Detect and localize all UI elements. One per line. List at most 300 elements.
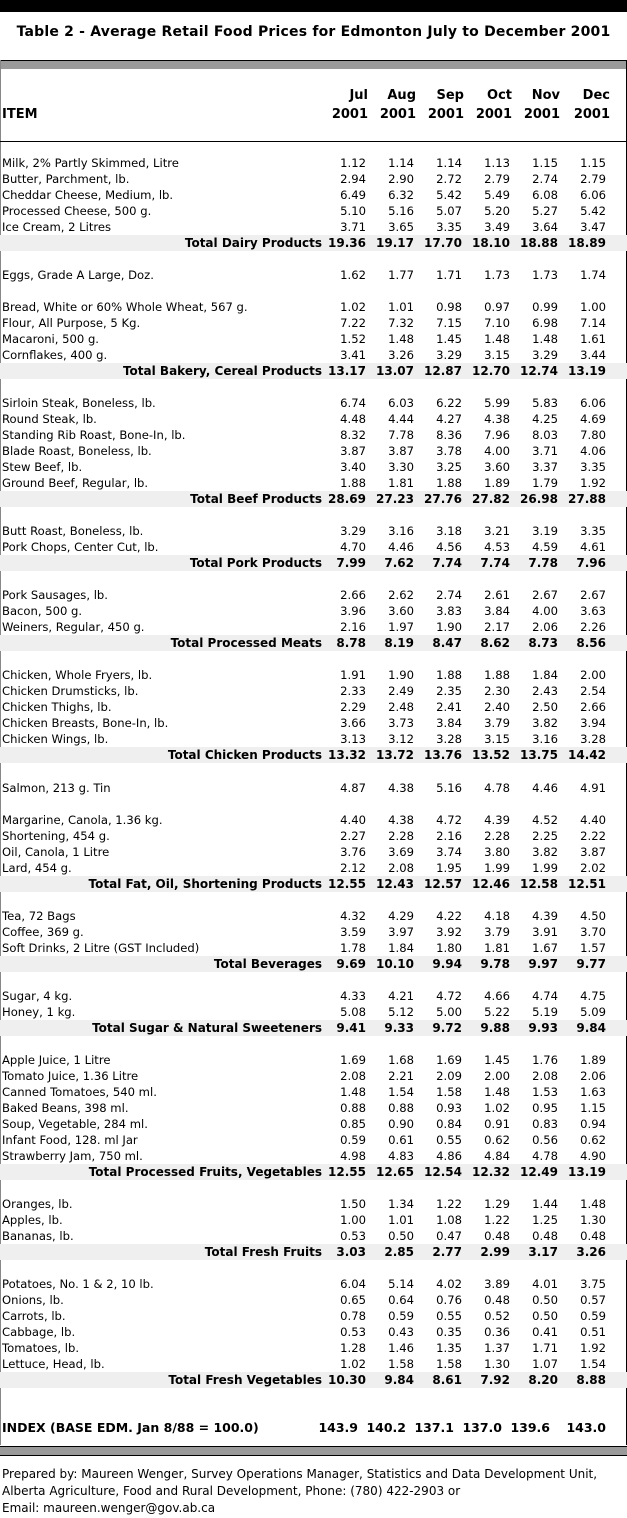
subtotal-row	[0, 363, 627, 379]
item-label: Round Steak, lb.	[2, 412, 97, 426]
price-cell: 3.28	[580, 732, 606, 746]
table-row	[0, 1292, 627, 1308]
price-cell: 1.15	[532, 156, 558, 170]
index-value: 140.2	[366, 1420, 406, 1435]
price-cell: 0.48	[532, 1229, 558, 1243]
item-label: Carrots, lb.	[2, 1309, 66, 1323]
price-cell: 0.64	[388, 1293, 414, 1307]
table-row	[0, 1212, 627, 1228]
price-cell: 12.87	[424, 364, 462, 378]
price-cell: 7.10	[484, 316, 510, 330]
price-cell: 7.96	[576, 556, 606, 570]
price-cell: 2.30	[484, 684, 510, 698]
price-cell: 3.29	[532, 348, 558, 362]
price-cell: 2.08	[340, 1069, 366, 1083]
table-row	[0, 988, 627, 1004]
price-cell: 3.96	[340, 604, 366, 618]
price-cell: 3.91	[532, 925, 558, 939]
index-value: 137.1	[414, 1420, 454, 1435]
price-cell: 3.29	[436, 348, 462, 362]
price-cell: 4.18	[484, 909, 510, 923]
price-cell: 3.65	[388, 220, 414, 234]
price-cell: 2.33	[340, 684, 366, 698]
price-cell: 3.13	[340, 732, 366, 746]
table-row	[0, 812, 627, 828]
price-cell: 4.52	[532, 813, 558, 827]
table-row	[0, 427, 627, 443]
price-cell: 1.01	[388, 1213, 414, 1227]
price-cell: 3.15	[484, 348, 510, 362]
price-cell: 0.50	[388, 1229, 414, 1243]
price-cell: 1.81	[388, 476, 414, 490]
price-cell: 0.55	[436, 1309, 462, 1323]
price-cell: 1.95	[436, 861, 462, 875]
price-cell: 4.72	[436, 813, 462, 827]
item-label: Potatoes, No. 1 & 2, 10 lb.	[2, 1277, 154, 1291]
price-cell: 4.69	[580, 412, 606, 426]
price-cell: 3.92	[436, 925, 462, 939]
price-cell: 5.19	[532, 1005, 558, 1019]
price-cell: 2.35	[436, 684, 462, 698]
price-cell: 0.91	[484, 1117, 510, 1131]
item-label: Canned Tomatoes, 540 ml.	[2, 1085, 157, 1099]
price-cell: 2.79	[580, 172, 606, 186]
subtotal-label: Total Fat, Oil, Shortening Products	[88, 877, 322, 891]
price-cell: 7.92	[480, 1373, 510, 1387]
item-label: Salmon, 213 g. Tin	[2, 781, 111, 795]
month-column-header	[416, 86, 464, 124]
index-value: 137.0	[462, 1420, 502, 1435]
price-cell: 3.79	[484, 716, 510, 730]
table-row	[0, 1356, 627, 1372]
price-cell: 1.15	[580, 156, 606, 170]
month-column-header	[562, 86, 610, 124]
subtotal-row	[0, 235, 627, 251]
price-cell: 2.74	[532, 172, 558, 186]
month-label: Nov	[531, 88, 560, 103]
price-cell: 3.19	[532, 524, 558, 538]
price-cell: 28.69	[328, 492, 366, 506]
price-cell: 2.72	[436, 172, 462, 186]
subtotal-label: Total Fresh Vegetables	[168, 1373, 322, 1387]
item-label: Soft Drinks, 2 Litre (GST Included)	[2, 941, 200, 955]
price-cell: 12.58	[520, 877, 558, 891]
price-cell: 8.20	[528, 1373, 558, 1387]
price-cell: 1.90	[388, 668, 414, 682]
price-cell: 2.41	[436, 700, 462, 714]
table-row	[0, 731, 627, 747]
table-row	[0, 940, 627, 956]
item-label: Pork Sausages, lb.	[2, 588, 108, 602]
price-cell: 6.22	[436, 396, 462, 410]
table-title: Table 2 - Average Retail Food Prices for Edmonton July to December 2001	[16, 24, 611, 40]
price-cell: 7.78	[388, 428, 414, 442]
item-label: Coffee, 369 g.	[2, 925, 84, 939]
price-cell: 8.61	[432, 1373, 462, 1387]
table-row	[0, 395, 627, 411]
table-row	[0, 1228, 627, 1244]
price-cell: 7.80	[580, 428, 606, 442]
price-cell: 1.48	[532, 332, 558, 346]
price-cell: 3.74	[436, 845, 462, 859]
price-cell: 0.88	[340, 1101, 366, 1115]
price-cell: 1.08	[436, 1213, 462, 1227]
subtotal-row	[0, 1372, 627, 1388]
price-cell: 3.87	[580, 845, 606, 859]
price-cell: 2.48	[388, 700, 414, 714]
price-cell: 2.94	[340, 172, 366, 186]
price-cell: 3.87	[388, 444, 414, 458]
price-cell: 3.30	[388, 460, 414, 474]
price-cell: 1.30	[580, 1213, 606, 1227]
table-row	[0, 683, 627, 699]
price-cell: 27.23	[376, 492, 414, 506]
item-label: Sugar, 4 kg.	[2, 989, 73, 1003]
price-cell: 3.63	[580, 604, 606, 618]
price-cell: 4.86	[436, 1149, 462, 1163]
price-cell: 4.72	[436, 989, 462, 1003]
price-cell: 3.21	[484, 524, 510, 538]
price-cell: 0.94	[580, 1117, 606, 1131]
price-cell: 2.06	[580, 1069, 606, 1083]
price-cell: 3.75	[580, 1277, 606, 1291]
item-label: Cornflakes, 400 g.	[2, 348, 108, 362]
price-cell: 7.96	[484, 428, 510, 442]
table-row	[0, 523, 627, 539]
table-row	[0, 1340, 627, 1356]
price-cell: 6.04	[340, 1277, 366, 1291]
table-row	[0, 1116, 627, 1132]
price-cell: 1.02	[484, 1101, 510, 1115]
price-cell: 2.09	[436, 1069, 462, 1083]
month-label: Jul	[349, 88, 368, 103]
price-cell: 3.64	[532, 220, 558, 234]
price-cell: 18.10	[472, 236, 510, 250]
price-cell: 26.98	[520, 492, 558, 506]
price-cell: 3.16	[532, 732, 558, 746]
table-row	[0, 908, 627, 924]
price-cell: 4.61	[580, 540, 606, 554]
item-label: Strawberry Jam, 750 ml.	[2, 1149, 143, 1163]
item-label: Apple Juice, 1 Litre	[2, 1053, 111, 1067]
price-cell: 1.81	[484, 941, 510, 955]
price-cell: 5.07	[436, 204, 462, 218]
price-cell: 13.19	[568, 1165, 606, 1179]
subtotal-label: Total Fresh Fruits	[204, 1245, 322, 1259]
price-cell: 5.00	[436, 1005, 462, 1019]
price-cell: 1.48	[484, 332, 510, 346]
item-label: Standing Rib Roast, Bone-In, lb.	[2, 428, 186, 442]
price-cell: 2.06	[532, 620, 558, 634]
table-row	[0, 187, 627, 203]
price-cell: 4.78	[484, 781, 510, 795]
price-cell: 13.17	[328, 364, 366, 378]
price-cell: 2.61	[484, 588, 510, 602]
price-cell: 3.37	[532, 460, 558, 474]
price-cell: 5.12	[388, 1005, 414, 1019]
price-cell: 0.78	[340, 1309, 366, 1323]
price-cell: 2.21	[388, 1069, 414, 1083]
price-cell: 0.57	[580, 1293, 606, 1307]
price-cell: 2.16	[340, 620, 366, 634]
price-cell: 3.15	[484, 732, 510, 746]
item-label: Margarine, Canola, 1.36 kg.	[2, 813, 163, 827]
table-row	[0, 860, 627, 876]
price-cell: 1.22	[436, 1197, 462, 1211]
price-cell: 19.36	[328, 236, 366, 250]
subtotal-label: Total Processed Fruits, Vegetables	[88, 1165, 322, 1179]
table-row	[0, 667, 627, 683]
table-row	[0, 1148, 627, 1164]
price-cell: 4.59	[532, 540, 558, 554]
price-cell: 0.76	[436, 1293, 462, 1307]
price-cell: 4.90	[580, 1149, 606, 1163]
price-cell: 10.30	[328, 1373, 366, 1387]
price-cell: 1.48	[580, 1197, 606, 1211]
price-cell: 1.35	[436, 1341, 462, 1355]
subtotal-row	[0, 747, 627, 763]
item-label: Shortening, 454 g.	[2, 829, 110, 843]
price-cell: 3.66	[340, 716, 366, 730]
price-cell: 1.69	[340, 1053, 366, 1067]
price-cell: 1.48	[388, 332, 414, 346]
price-cell: 4.98	[340, 1149, 366, 1163]
price-cell: 7.22	[340, 316, 366, 330]
price-cell: 1.58	[388, 1357, 414, 1371]
price-cell: 4.46	[388, 540, 414, 554]
price-cell: 12.51	[568, 877, 606, 891]
price-cell: 0.35	[436, 1325, 462, 1339]
table-row	[0, 715, 627, 731]
price-cell: 8.03	[532, 428, 558, 442]
price-cell: 0.65	[340, 1293, 366, 1307]
table-row	[0, 844, 627, 860]
price-cell: 0.95	[532, 1101, 558, 1115]
price-cell: 12.57	[424, 877, 462, 891]
table-row	[0, 1196, 627, 1212]
item-label: Flour, All Purpose, 5 Kg.	[2, 316, 141, 330]
price-cell: 1.34	[388, 1197, 414, 1211]
price-cell: 2.67	[532, 588, 558, 602]
price-cell: 1.22	[484, 1213, 510, 1227]
price-cell: 3.82	[532, 716, 558, 730]
price-cell: 5.42	[436, 188, 462, 202]
price-cell: 1.52	[340, 332, 366, 346]
price-cell: 1.15	[580, 1101, 606, 1115]
price-cell: 7.32	[388, 316, 414, 330]
price-cell: 9.78	[480, 957, 510, 971]
item-label: Ice Cream, 2 Litres	[2, 220, 112, 234]
price-cell: 4.39	[532, 909, 558, 923]
item-label: Sirloin Steak, Boneless, lb.	[2, 396, 156, 410]
price-cell: 1.71	[532, 1341, 558, 1355]
price-cell: 2.43	[532, 684, 558, 698]
price-cell: 3.49	[484, 220, 510, 234]
price-cell: 3.29	[340, 524, 366, 538]
table-row	[0, 619, 627, 635]
price-cell: 1.89	[484, 476, 510, 490]
subtotal-label: Total Beverages	[213, 957, 322, 971]
price-cell: 2.79	[484, 172, 510, 186]
price-cell: 0.52	[484, 1309, 510, 1323]
price-cell: 5.09	[580, 1005, 606, 1019]
price-cell: 2.00	[484, 1069, 510, 1083]
price-cell: 4.53	[484, 540, 510, 554]
item-label: Oranges, lb.	[2, 1197, 73, 1211]
price-cell: 5.10	[340, 204, 366, 218]
price-cell: 1.68	[388, 1053, 414, 1067]
table-row	[0, 459, 627, 475]
price-cell: 12.55	[328, 1165, 366, 1179]
price-cell: 1.53	[532, 1085, 558, 1099]
price-cell: 6.08	[532, 188, 558, 202]
price-cell: 3.84	[436, 716, 462, 730]
price-cell: 0.97	[484, 300, 510, 314]
price-cell: 1.14	[388, 156, 414, 170]
price-cell: 3.25	[436, 460, 462, 474]
price-cell: 3.76	[340, 845, 366, 859]
price-cell: 3.44	[580, 348, 606, 362]
price-cell: 4.74	[532, 989, 558, 1003]
price-cell: 4.02	[436, 1277, 462, 1291]
price-cell: 9.77	[576, 957, 606, 971]
item-label: Chicken Drumsticks, lb.	[2, 684, 139, 698]
table-row	[0, 603, 627, 619]
price-cell: 2.54	[580, 684, 606, 698]
price-cell: 3.94	[580, 716, 606, 730]
price-cell: 0.59	[388, 1309, 414, 1323]
subtotal-row	[0, 491, 627, 507]
price-cell: 1.92	[580, 1341, 606, 1355]
price-cell: 2.27	[340, 829, 366, 843]
price-cell: 3.82	[532, 845, 558, 859]
price-cell: 13.75	[520, 748, 558, 762]
price-cell: 0.98	[436, 300, 462, 314]
index-value: 143.9	[318, 1420, 358, 1435]
price-cell: 0.56	[532, 1133, 558, 1147]
subtotal-label: Total Dairy Products	[184, 236, 322, 250]
item-label: Ground Beef, Regular, lb.	[2, 476, 149, 490]
price-cell: 1.61	[580, 332, 606, 346]
footer-rule	[0, 1446, 627, 1456]
table-row	[0, 1068, 627, 1084]
price-cell: 4.38	[484, 412, 510, 426]
item-label: Bananas, lb.	[2, 1229, 74, 1243]
price-cell: 1.46	[388, 1341, 414, 1355]
item-label: Milk, 2% Partly Skimmed, Litre	[2, 156, 179, 170]
price-cell: 0.36	[484, 1325, 510, 1339]
price-cell: 0.61	[388, 1133, 414, 1147]
month-label: Aug	[387, 88, 416, 103]
price-cell: 4.78	[532, 1149, 558, 1163]
price-cell: 1.76	[532, 1053, 558, 1067]
price-cell: 1.01	[388, 300, 414, 314]
price-cell: 1.79	[532, 476, 558, 490]
price-cell: 0.55	[436, 1133, 462, 1147]
price-cell: 4.25	[532, 412, 558, 426]
price-cell: 1.90	[436, 620, 462, 634]
price-cell: 5.22	[484, 1005, 510, 1019]
price-cell: 9.41	[336, 1021, 366, 1035]
price-cell: 8.73	[528, 636, 558, 650]
price-cell: 13.19	[568, 364, 606, 378]
price-cell: 3.73	[388, 716, 414, 730]
price-cell: 3.84	[484, 604, 510, 618]
price-cell: 2.28	[484, 829, 510, 843]
subtotal-label: Total Pork Products	[189, 556, 322, 570]
price-cell: 4.32	[340, 909, 366, 923]
price-cell: 0.47	[436, 1229, 462, 1243]
price-cell: 1.92	[580, 476, 606, 490]
table-row	[0, 443, 627, 459]
price-cell: 4.75	[580, 989, 606, 1003]
price-cell: 9.97	[528, 957, 558, 971]
year-label: 2001	[379, 107, 416, 122]
table-row	[0, 1132, 627, 1148]
price-cell: 1.30	[484, 1357, 510, 1371]
subtotal-label: Total Beef Products	[190, 492, 322, 506]
price-cell: 10.10	[376, 957, 414, 971]
price-cell: 8.88	[576, 1373, 606, 1387]
price-cell: 5.08	[340, 1005, 366, 1019]
item-label: Lard, 454 g.	[2, 861, 72, 875]
price-cell: 3.18	[436, 524, 462, 538]
price-cell: 2.99	[480, 1245, 510, 1259]
price-cell: 3.40	[340, 460, 366, 474]
price-cell: 2.77	[432, 1245, 462, 1259]
price-cell: 8.47	[432, 636, 462, 650]
item-label: Chicken Thighs, lb.	[2, 700, 112, 714]
table-row	[0, 1004, 627, 1020]
price-cell: 3.47	[580, 220, 606, 234]
price-cell: 0.53	[340, 1229, 366, 1243]
price-cell: 1.67	[532, 941, 558, 955]
price-cell: 2.28	[388, 829, 414, 843]
item-label: Cabbage, lb.	[2, 1325, 76, 1339]
price-cell: 1.29	[484, 1197, 510, 1211]
price-cell: 4.22	[436, 909, 462, 923]
table-row	[0, 699, 627, 715]
price-cell: 4.48	[340, 412, 366, 426]
price-cell: 4.38	[388, 781, 414, 795]
price-cell: 3.17	[528, 1245, 558, 1259]
price-cell: 8.56	[576, 636, 606, 650]
price-cell: 1.89	[580, 1053, 606, 1067]
price-cell: 2.50	[532, 700, 558, 714]
price-cell: 6.06	[580, 396, 606, 410]
price-cell: 9.33	[384, 1021, 414, 1035]
price-cell: 4.38	[388, 813, 414, 827]
table-row	[0, 1052, 627, 1068]
index-label: INDEX (BASE EDM. Jan 8/88 = 100.0)	[2, 1420, 259, 1435]
item-label: Oil, Canola, 1 Litre	[2, 845, 110, 859]
table-row	[0, 299, 627, 315]
price-cell: 5.42	[580, 204, 606, 218]
subtotal-label: Total Sugar & Natural Sweeteners	[92, 1021, 322, 1035]
subtotal-label: Total Bakery, Cereal Products	[122, 364, 322, 378]
price-cell: 7.15	[436, 316, 462, 330]
price-cell: 0.84	[436, 1117, 462, 1131]
price-cell: 5.99	[484, 396, 510, 410]
item-label: Eggs, Grade A Large, Doz.	[2, 268, 154, 282]
price-cell: 9.94	[432, 957, 462, 971]
price-cell: 8.19	[384, 636, 414, 650]
price-cell: 7.74	[480, 556, 510, 570]
price-cell: 0.48	[484, 1293, 510, 1307]
price-cell: 1.74	[580, 268, 606, 282]
price-cell: 4.66	[484, 989, 510, 1003]
price-cell: 0.48	[580, 1229, 606, 1243]
